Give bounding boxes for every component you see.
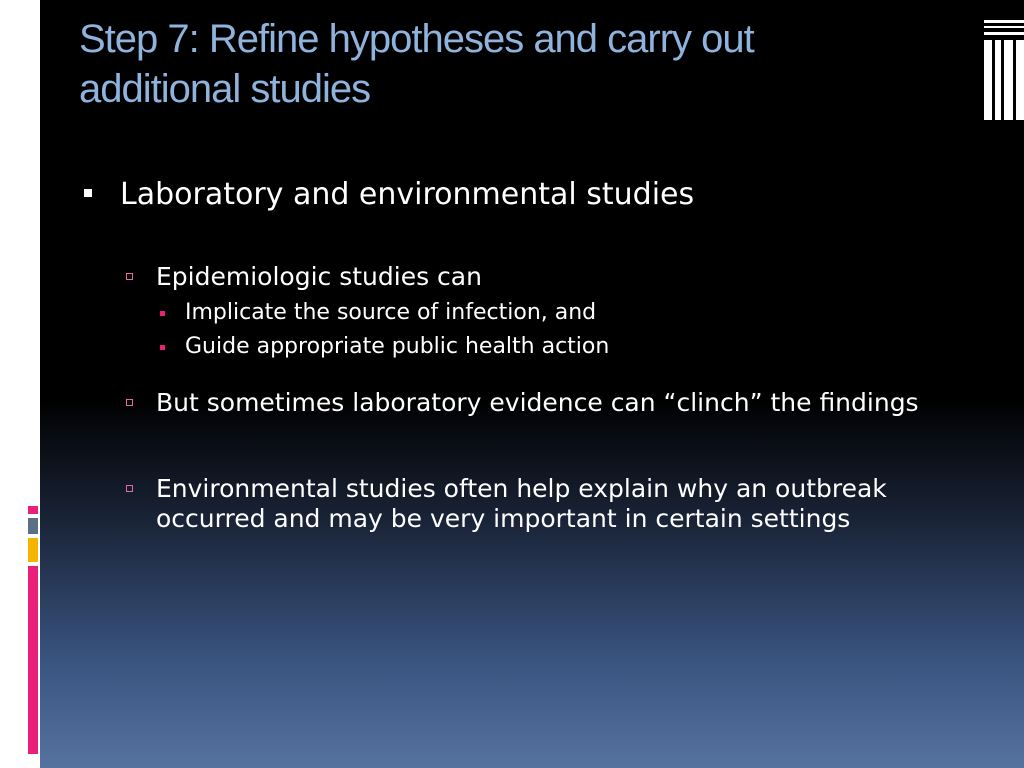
bullet-text: Implicate the source of infection, and xyxy=(185,300,597,325)
decorative-grid-icon xyxy=(984,20,1024,120)
square-bullet-icon xyxy=(84,189,92,197)
hollow-square-bullet-icon xyxy=(126,399,133,406)
bullet-text: Guide appropriate public health action xyxy=(185,334,610,359)
slide-title-line-1: Step 7: Refine hypotheses and carry out xyxy=(79,17,754,61)
accent-bar-pink-small xyxy=(28,506,38,514)
accent-bar-gold xyxy=(28,538,38,562)
bullet-text: But sometimes laboratory evidence can “clinch” the findings xyxy=(156,388,919,417)
bullet-text: Environmental studies often help explain why an outbreak occurred and may be very important in certain settings xyxy=(156,474,887,533)
bullet-text: Laboratory and environmental studies xyxy=(120,177,695,212)
accent-bar-pink-long xyxy=(28,566,38,754)
slide-title xyxy=(79,14,979,114)
accent-bar-slate xyxy=(28,518,38,534)
bullet-text: Epidemiologic studies can xyxy=(156,262,482,291)
hollow-square-bullet-icon xyxy=(126,273,133,280)
small-square-bullet-icon xyxy=(160,345,165,350)
hollow-square-bullet-icon xyxy=(126,485,133,492)
slide-title-line-2: additional studies xyxy=(79,67,371,111)
small-square-bullet-icon xyxy=(160,311,165,316)
